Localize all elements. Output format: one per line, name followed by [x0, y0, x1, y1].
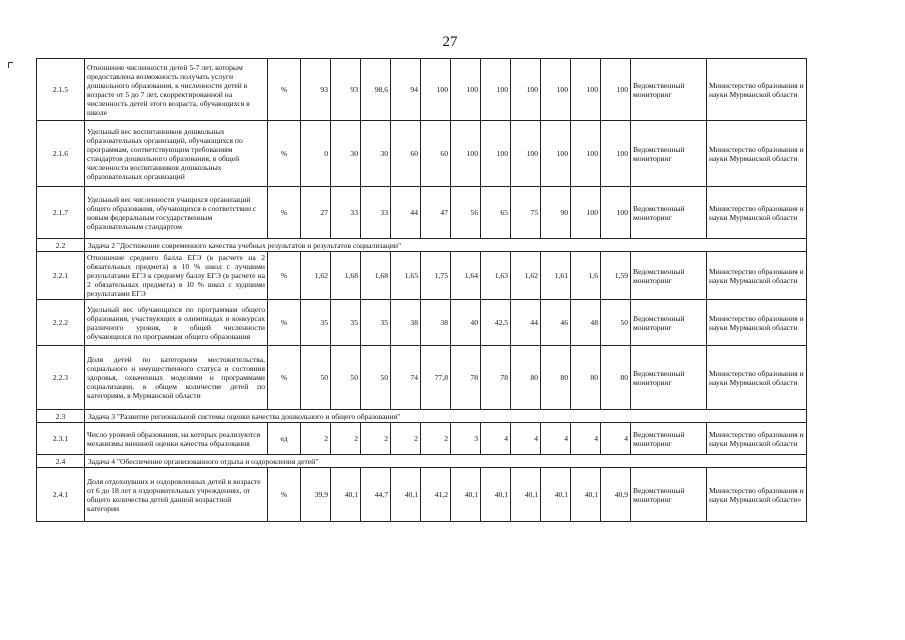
indicator-unit: % — [268, 121, 301, 187]
indicator-code: 2.1.6 — [37, 121, 85, 187]
indicator-value: 1,63 — [481, 252, 511, 300]
indicator-value: 100 — [421, 59, 451, 121]
indicator-value: 74 — [391, 346, 421, 410]
indicator-row — [37, 300, 807, 346]
indicator-value: 44 — [391, 187, 421, 239]
indicator-code: 2.1.7 — [37, 187, 85, 239]
indicator-value: 100 — [601, 59, 631, 121]
indicator-value: 80 — [571, 346, 601, 410]
indicator-value: 2 — [391, 423, 421, 455]
page-number: 27 — [442, 34, 458, 50]
indicator-row — [37, 252, 807, 300]
indicator-value: 35 — [301, 300, 331, 346]
indicator-value: 100 — [481, 59, 511, 121]
indicator-value: 1,68 — [331, 252, 361, 300]
indicator-value: 90 — [541, 187, 571, 239]
indicator-value: 80 — [511, 346, 541, 410]
responsible-body: Министерство образования и науки Мурманской области — [707, 423, 807, 455]
task-code: 2.4 — [37, 455, 85, 468]
indicator-unit: % — [268, 187, 301, 239]
indicator-value: 1,65 — [391, 252, 421, 300]
responsible-body: Министерство образования и науки Мурманской области — [707, 252, 807, 300]
indicator-value: 1,62 — [511, 252, 541, 300]
responsible-body: Министерство образования и науки Мурманской области — [707, 300, 807, 346]
indicator-code: 2.1.5 — [37, 59, 85, 121]
data-source: Ведомственный мониторинг — [631, 346, 707, 410]
data-source: Ведомственный мониторинг — [631, 300, 707, 346]
indicator-value: 100 — [541, 59, 571, 121]
indicator-code: 2.2.1 — [37, 252, 85, 300]
indicator-row — [37, 59, 807, 121]
indicator-value: 48 — [571, 300, 601, 346]
indicator-value: 0 — [301, 121, 331, 187]
indicator-description: Отношение среднего балла ЕГЭ (в расчете на 2 обязательных предмета) в 10 % школ с лучшими результатами ЕГЭ к среднему баллу ЕГЭ (в расчете на 2 обязательных предмета) в 10 % школ с худшими результатами ЕГЭ — [85, 252, 268, 300]
indicator-description: Удельный вес воспитанников дошкольных образовательных организаций, обучающихся по программам, соответствующим требованиям стандартов дошкольного образования, в общей численности воспитанников дошкольных образовательных организаций — [85, 121, 268, 187]
responsible-body: Министерство образования и науки Мурманской области» — [707, 468, 807, 522]
indicator-code: 2.2.3 — [37, 346, 85, 410]
indicator-value: 40,1 — [571, 468, 601, 522]
indicator-value: 98,6 — [361, 59, 391, 121]
indicator-value: 100 — [571, 59, 601, 121]
data-source: Ведомственный мониторинг — [631, 187, 707, 239]
indicator-value: 33 — [361, 187, 391, 239]
indicator-value: 3 — [451, 423, 481, 455]
indicator-value: 2 — [421, 423, 451, 455]
indicator-value: 78 — [451, 346, 481, 410]
indicator-value: 56 — [451, 187, 481, 239]
corner-mark — [8, 62, 13, 68]
indicator-row — [37, 187, 807, 239]
indicator-value: 80 — [601, 346, 631, 410]
indicator-value: 1,6 — [571, 252, 601, 300]
indicator-value: 4 — [481, 423, 511, 455]
task-code: 2.2 — [37, 239, 85, 252]
indicator-code: 2.4.1 — [37, 468, 85, 522]
indicator-code: 2.3.1 — [37, 423, 85, 455]
indicator-value: 50 — [361, 346, 391, 410]
indicator-value: 40,1 — [451, 468, 481, 522]
indicator-value: 27 — [301, 187, 331, 239]
indicator-row — [37, 468, 807, 522]
responsible-body: Министерство образования и науки Мурманской области — [707, 59, 807, 121]
indicator-value: 1,68 — [361, 252, 391, 300]
responsible-body: Министерство образования и науки Мурманской области — [707, 346, 807, 410]
indicator-value: 40,9 — [601, 468, 631, 522]
indicator-value: 46 — [541, 300, 571, 346]
indicators-table — [36, 58, 807, 522]
indicator-value: 30 — [331, 121, 361, 187]
indicator-value: 1,75 — [421, 252, 451, 300]
indicator-value: 47 — [421, 187, 451, 239]
data-source: Ведомственный мониторинг — [631, 121, 707, 187]
indicator-value: 100 — [541, 121, 571, 187]
indicator-unit: % — [268, 346, 301, 410]
indicator-value: 60 — [391, 121, 421, 187]
indicator-unit: % — [268, 300, 301, 346]
indicator-value: 2 — [331, 423, 361, 455]
indicator-value: 44,7 — [361, 468, 391, 522]
task-row — [37, 410, 807, 423]
indicator-value: 40,1 — [541, 468, 571, 522]
indicator-value: 40,1 — [391, 468, 421, 522]
indicator-value: 38 — [391, 300, 421, 346]
task-code: 2.3 — [37, 410, 85, 423]
indicator-value: 2 — [301, 423, 331, 455]
indicator-value: 33 — [331, 187, 361, 239]
indicator-value: 100 — [601, 121, 631, 187]
indicator-value: 100 — [451, 59, 481, 121]
indicator-value: 4 — [571, 423, 601, 455]
indicator-unit: % — [268, 252, 301, 300]
indicator-value: 35 — [331, 300, 361, 346]
indicator-value: 50 — [601, 300, 631, 346]
task-title: Задача 2 "Достижение современного качества учебных результатов и результатов социализации" — [85, 239, 807, 252]
indicator-description: Доля детей по категориям местожительства, социального и имущественного статуса и состояния здоровья, охваченных моделями и программами социализации, в общем количестве детей по категориям, в Мурманской области — [85, 346, 268, 410]
indicator-value: 100 — [451, 121, 481, 187]
indicator-description: Число уровней образования, на которых реализуются механизмы внешней оценки качества образования — [85, 423, 268, 455]
indicator-unit: % — [268, 59, 301, 121]
indicator-value: 93 — [331, 59, 361, 121]
indicator-value: 40,1 — [481, 468, 511, 522]
indicator-description: Удельный вес обучающихся по программам общего образования, участвующих в олимпиадах и конкурсах различного уровня, в общей численности обучающихся по программам общего образования — [85, 300, 268, 346]
indicator-value: 40,1 — [511, 468, 541, 522]
indicator-value: 1,62 — [301, 252, 331, 300]
indicator-value: 4 — [541, 423, 571, 455]
data-source: Ведомственный мониторинг — [631, 252, 707, 300]
indicator-value: 39,9 — [301, 468, 331, 522]
indicator-unit: % — [268, 468, 301, 522]
indicator-value: 75 — [511, 187, 541, 239]
responsible-body: Министерство образования и науки Мурманской области — [707, 121, 807, 187]
indicator-value: 1,64 — [451, 252, 481, 300]
indicator-value: 100 — [481, 121, 511, 187]
indicator-value: 40,1 — [331, 468, 361, 522]
indicator-value: 100 — [511, 59, 541, 121]
data-source: Ведомственный мониторинг — [631, 59, 707, 121]
indicator-row — [37, 346, 807, 410]
indicator-value: 77,8 — [421, 346, 451, 410]
indicator-value: 38 — [421, 300, 451, 346]
indicator-value: 44 — [511, 300, 541, 346]
indicator-value: 100 — [601, 187, 631, 239]
indicator-value: 1,59 — [601, 252, 631, 300]
indicator-value: 41,2 — [421, 468, 451, 522]
data-source: Ведомственный мониторинг — [631, 423, 707, 455]
indicator-value: 60 — [421, 121, 451, 187]
indicator-description: Отношение численности детей 5-7 лет, которым предоставлена возможность получать услуги дошкольного образования, к численности детей в возрасте от 5 до 7 лет, скорректированной на численность детей этого возраста, обучающихся в школе — [85, 59, 268, 121]
indicator-value: 100 — [571, 121, 601, 187]
indicator-code: 2.2.2 — [37, 300, 85, 346]
indicator-value: 1,61 — [541, 252, 571, 300]
indicator-value: 2 — [361, 423, 391, 455]
indicator-row — [37, 423, 807, 455]
responsible-body: Министерство образования и науки Мурманской области — [707, 187, 807, 239]
indicator-value: 100 — [571, 187, 601, 239]
indicator-description: Удельный вес численности учащихся организаций общего образования, обучающихся в соответствии с новым федеральным государственным образовательным стандартом — [85, 187, 268, 239]
indicator-value: 100 — [511, 121, 541, 187]
task-row — [37, 239, 807, 252]
indicator-value: 4 — [511, 423, 541, 455]
indicator-value: 30 — [361, 121, 391, 187]
indicator-value: 93 — [301, 59, 331, 121]
task-row — [37, 455, 807, 468]
indicator-value: 65 — [481, 187, 511, 239]
indicator-row — [37, 121, 807, 187]
indicator-value: 4 — [601, 423, 631, 455]
indicator-value: 94 — [391, 59, 421, 121]
indicator-unit: ед — [268, 423, 301, 455]
indicator-value: 50 — [301, 346, 331, 410]
indicator-value: 78 — [481, 346, 511, 410]
indicator-description: Доля отдохнувших и оздоровленных детей в возрасте от 6 до 18 лет в оздоровительных учреждениях, от общего количества детей данной возрастной категории — [85, 468, 268, 522]
indicator-value: 80 — [541, 346, 571, 410]
task-title: Задача 3 "Развитие региональной системы оценки качества дошкольного и общего образования" — [85, 410, 807, 423]
indicator-value: 35 — [361, 300, 391, 346]
indicator-value: 40 — [451, 300, 481, 346]
data-source: Ведомственный мониторинг — [631, 468, 707, 522]
indicator-value: 50 — [331, 346, 361, 410]
indicator-value: 42,5 — [481, 300, 511, 346]
task-title: Задача 4 "Обеспечение организованного отдыха и оздоровления детей" — [85, 455, 807, 468]
